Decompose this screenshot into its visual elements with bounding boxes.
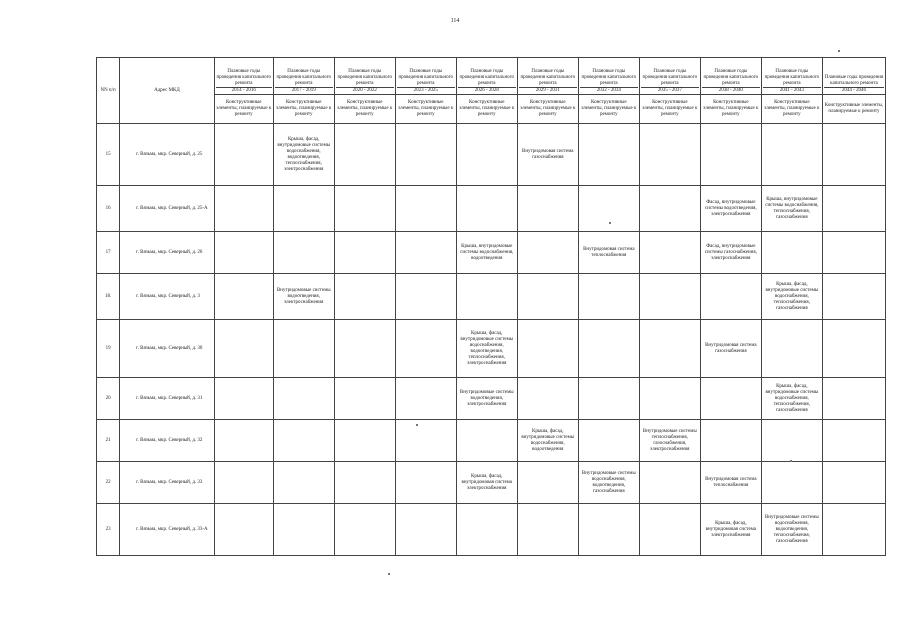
repair-elements-cell bbox=[761, 124, 822, 186]
repair-elements-cell bbox=[822, 320, 885, 378]
repair-elements-cell bbox=[517, 378, 578, 420]
repair-elements-cell bbox=[456, 274, 517, 320]
planned-years-label: Плановые годы проведения капитального ремонта bbox=[764, 69, 820, 86]
planned-years-label: Плановые годы проведения капитального ремонта bbox=[337, 69, 393, 86]
row-number: 17 bbox=[97, 232, 120, 274]
repair-elements-cell bbox=[395, 232, 456, 274]
planned-years-label: Плановые годы проведения капитального ремонта bbox=[398, 69, 454, 86]
repair-elements-cell bbox=[456, 186, 517, 232]
period-range: 2032 - 2034 bbox=[580, 87, 638, 94]
row-number: 22 bbox=[97, 462, 120, 504]
repair-elements-cell bbox=[517, 462, 578, 504]
repair-elements-cell bbox=[334, 462, 395, 504]
repair-elements-cell bbox=[578, 504, 639, 556]
repair-elements-cell bbox=[639, 274, 700, 320]
repair-elements-cell bbox=[214, 378, 273, 420]
repair-elements-cell: Крыша, внутридомовые системы водоснабжения, теплоснабжения, газоснабжения bbox=[761, 186, 822, 232]
header-period bbox=[456, 58, 517, 95]
row-number: 18. bbox=[97, 274, 120, 320]
repair-elements-cell bbox=[639, 462, 700, 504]
table-row bbox=[97, 378, 886, 420]
repair-elements-cell bbox=[456, 420, 517, 462]
planned-years-label: Плановые годы проведения капитального ремонта bbox=[703, 69, 759, 86]
period-range: 2017 - 2019 bbox=[275, 87, 333, 94]
repair-elements-cell bbox=[273, 186, 334, 232]
period-range: 2020 - 2022 bbox=[336, 87, 394, 94]
repair-elements-cell bbox=[334, 378, 395, 420]
header-elements: Конструктивные элементы, планируемые к ремонту bbox=[395, 95, 456, 124]
scan-speck bbox=[609, 222, 611, 224]
repair-elements-cell bbox=[395, 504, 456, 556]
header-period bbox=[214, 58, 273, 95]
row-number: 15 bbox=[97, 124, 120, 186]
repair-elements-cell bbox=[700, 378, 761, 420]
repair-elements-cell bbox=[214, 462, 273, 504]
repair-elements-cell: Фасад, внутридомовые системы водоотведения, электроснабжения bbox=[700, 186, 761, 232]
repair-elements-cell bbox=[273, 462, 334, 504]
repair-elements-cell bbox=[578, 420, 639, 462]
row-number: 19 bbox=[97, 320, 120, 378]
planned-years-label: Плановые годы проведения капитального ремонта bbox=[216, 69, 272, 86]
repair-elements-cell bbox=[822, 504, 885, 556]
table-row bbox=[97, 274, 886, 320]
repair-elements-cell: Внутридомовая система газоснабжения bbox=[517, 124, 578, 186]
table-row bbox=[97, 124, 886, 186]
planned-years-label: Плановые годы проведения капитального ремонта bbox=[276, 69, 332, 86]
repair-elements-cell bbox=[517, 186, 578, 232]
repair-elements-cell: Крыша, фасад, внутридомовые системы водоснабжения, водоотведения, теплоснабжения, электроснабжения bbox=[273, 124, 334, 186]
header-num: NN п/п bbox=[97, 58, 120, 124]
repair-elements-cell bbox=[822, 232, 885, 274]
row-number: 23 bbox=[97, 504, 120, 556]
repair-elements-cell bbox=[639, 124, 700, 186]
row-address: г. Вязьма, мкр. Северный, д. 33 bbox=[120, 462, 215, 504]
header-period bbox=[395, 58, 456, 95]
header-period bbox=[334, 58, 395, 95]
row-number: 16 bbox=[97, 186, 120, 232]
repair-elements-cell: Крыша, внутридомовые системы водоснабжения, водоотведения bbox=[456, 232, 517, 274]
repair-elements-cell bbox=[517, 274, 578, 320]
planned-years-label: Плановые годы проведения капитального ремонта bbox=[581, 69, 637, 86]
repair-elements-cell bbox=[700, 420, 761, 462]
repair-elements-cell bbox=[334, 274, 395, 320]
repair-elements-cell bbox=[822, 378, 885, 420]
repair-elements-cell bbox=[578, 378, 639, 420]
repair-elements-cell bbox=[334, 320, 395, 378]
scan-speck bbox=[838, 50, 840, 52]
row-address: г. Вязьма, мкр. Северный, д. 31 bbox=[120, 378, 215, 420]
row-number: 21 bbox=[97, 420, 120, 462]
header-elements: Конструктивные элементы, планируемые к ремонту bbox=[273, 95, 334, 124]
period-range: 2023 - 2025 bbox=[397, 87, 455, 94]
scan-speck bbox=[416, 424, 418, 426]
repair-elements-cell bbox=[214, 320, 273, 378]
repair-elements-cell bbox=[639, 232, 700, 274]
period-range: 2041 - 2043 bbox=[763, 87, 821, 94]
repair-elements-cell bbox=[273, 378, 334, 420]
repair-elements-cell: Внутридомовая система теплоснабжения bbox=[700, 462, 761, 504]
table-row bbox=[97, 232, 886, 274]
repair-schedule-table bbox=[96, 57, 886, 556]
period-range: 2014 - 2016 bbox=[216, 87, 272, 94]
repair-elements-cell: Внутридомовые системы водоснабжения, водоотведения, теплоснабжения, газоснабжения bbox=[761, 504, 822, 556]
repair-elements-cell bbox=[639, 320, 700, 378]
header-elements: Конструктивные элементы, планируемые к ремонту bbox=[517, 95, 578, 124]
repair-elements-cell bbox=[761, 462, 822, 504]
planned-years-label: Плановые годы проведения капитального ремонта bbox=[459, 69, 515, 86]
repair-elements-cell bbox=[334, 504, 395, 556]
planned-years-label: Плановые годы проведения капитального ремонта bbox=[824, 75, 884, 86]
repair-elements-cell: Крыша, фасад, внутридомовые системы водоснабжения, теплоснабжения, газоснабжения bbox=[761, 274, 822, 320]
repair-elements-cell: Фасад, внутридомовые системы газоснабжения, электроснабжения bbox=[700, 232, 761, 274]
repair-elements-cell bbox=[395, 420, 456, 462]
repair-elements-cell bbox=[578, 320, 639, 378]
repair-elements-cell bbox=[639, 378, 700, 420]
row-number: 20 bbox=[97, 378, 120, 420]
header-period bbox=[273, 58, 334, 95]
repair-elements-cell bbox=[822, 124, 885, 186]
repair-elements-cell bbox=[395, 124, 456, 186]
header-elements: Конструктивные элементы, планируемые к ремонту bbox=[578, 95, 639, 124]
header-elements: Конструктивные элементы, планируемые к ремонту bbox=[334, 95, 395, 124]
repair-elements-cell bbox=[578, 124, 639, 186]
header-period bbox=[639, 58, 700, 95]
header-period bbox=[761, 58, 822, 95]
repair-elements-cell bbox=[273, 504, 334, 556]
table-row bbox=[97, 320, 886, 378]
repair-elements-cell: Внутридомовые системы водоотведения, электроснабжения bbox=[456, 378, 517, 420]
repair-elements-cell bbox=[517, 504, 578, 556]
repair-elements-cell bbox=[395, 462, 456, 504]
row-address: г. Вязьма, мкр. Северный, д. 26 bbox=[120, 232, 215, 274]
planned-years-label: Плановые годы проведения капитального ремонта bbox=[520, 69, 576, 86]
scan-speck bbox=[790, 460, 792, 462]
repair-elements-cell bbox=[214, 504, 273, 556]
table-row bbox=[97, 186, 886, 232]
repair-elements-cell: Крыша, фасад, внутридомовая система электроснабжения bbox=[456, 462, 517, 504]
repair-elements-cell bbox=[578, 274, 639, 320]
repair-elements-cell bbox=[395, 274, 456, 320]
repair-elements-cell: Внутридомовые системы теплоснабжения, газоснабжения, электроснабжения bbox=[639, 420, 700, 462]
row-address: г. Вязьма, мкр. Северный, д. 32 bbox=[120, 420, 215, 462]
repair-elements-cell bbox=[761, 232, 822, 274]
table-row bbox=[97, 462, 886, 504]
repair-elements-cell bbox=[334, 124, 395, 186]
repair-elements-cell bbox=[700, 124, 761, 186]
repair-elements-cell: Внутридомовая система теплоснабжения bbox=[578, 232, 639, 274]
repair-elements-cell bbox=[395, 378, 456, 420]
repair-elements-cell bbox=[822, 186, 885, 232]
repair-elements-cell bbox=[761, 420, 822, 462]
repair-elements-cell: Внутридомовые системы водоотведения, электроснабжения bbox=[273, 274, 334, 320]
repair-elements-cell bbox=[334, 420, 395, 462]
repair-elements-cell bbox=[456, 124, 517, 186]
row-address: г. Вязьма, мкр. Северный, д. 33-А bbox=[120, 504, 215, 556]
repair-elements-cell bbox=[761, 320, 822, 378]
repair-elements-cell bbox=[334, 232, 395, 274]
repair-elements-cell bbox=[578, 186, 639, 232]
repair-elements-cell: Крыша, фасад, внутридомовая система электроснабжения bbox=[700, 504, 761, 556]
repair-elements-cell: Крыша, фасад, внутридомовые системы водоснабжения, теплоснабжения, газоснабжения bbox=[761, 378, 822, 420]
row-address: г. Вязьма, мкр. Северный, д. 25 bbox=[120, 124, 215, 186]
repair-elements-cell bbox=[273, 420, 334, 462]
repair-elements-cell bbox=[639, 504, 700, 556]
repair-elements-cell bbox=[517, 320, 578, 378]
header-period bbox=[700, 58, 761, 95]
repair-elements-cell bbox=[273, 232, 334, 274]
repair-elements-cell bbox=[214, 186, 273, 232]
header-elements: Конструктивные элементы, планируемые к ремонту bbox=[214, 95, 273, 124]
repair-elements-cell: Крыша, фасад, внутридомовые системы водоснабжения, водоотведения bbox=[517, 420, 578, 462]
repair-elements-cell bbox=[822, 274, 885, 320]
header-elements: Конструктивные элементы, планируемые к ремонту bbox=[456, 95, 517, 124]
table-row bbox=[97, 420, 886, 462]
repair-elements-cell bbox=[334, 186, 395, 232]
header-period bbox=[578, 58, 639, 95]
repair-elements-cell bbox=[395, 320, 456, 378]
header-address: Адрес МКД bbox=[120, 58, 215, 124]
repair-elements-cell bbox=[639, 186, 700, 232]
repair-elements-cell: Крыша, фасад, внутридомовые системы водоснабжения, водоотведения, теплоснабжения, электроснабжения bbox=[456, 320, 517, 378]
period-range: 2044 - 2046 bbox=[824, 87, 884, 94]
table-row bbox=[97, 504, 886, 556]
repair-elements-cell bbox=[214, 124, 273, 186]
header-period bbox=[822, 58, 885, 95]
row-address: г. Вязьма, мкр. Северный, д. 25-А bbox=[120, 186, 215, 232]
repair-elements-cell bbox=[700, 274, 761, 320]
header-elements: Конструктивные элементы, планируемые к ремонту bbox=[761, 95, 822, 124]
header-period bbox=[517, 58, 578, 95]
page-number: 114 bbox=[450, 18, 460, 24]
repair-elements-cell bbox=[273, 320, 334, 378]
row-address: г. Вязьма, мкр. Северный, д. 3 bbox=[120, 274, 215, 320]
repair-elements-cell bbox=[456, 504, 517, 556]
period-range: 2029 - 2031 bbox=[519, 87, 577, 94]
repair-elements-cell bbox=[214, 420, 273, 462]
period-range: 2035 - 2037 bbox=[641, 87, 699, 94]
repair-elements-cell bbox=[395, 186, 456, 232]
planned-years-label: Плановые годы проведения капитального ремонта bbox=[642, 69, 698, 86]
header-elements: Конструктивные элементы, планируемые к ремонту bbox=[700, 95, 761, 124]
period-range: 2038 - 2040 bbox=[702, 87, 760, 94]
header-elements: Конструктивные элементы, планируемые к ремонту bbox=[639, 95, 700, 124]
header-elements: Конструктивные элементы, планируемые к ремонту bbox=[822, 95, 885, 124]
repair-elements-cell: Внутридомовые системы водоснабжения, водоотведения, газоснабжения bbox=[578, 462, 639, 504]
period-range: 2026 - 2028 bbox=[458, 87, 516, 94]
repair-elements-cell bbox=[214, 274, 273, 320]
repair-elements-cell: Внутридомовая система газоснабжения bbox=[700, 320, 761, 378]
scan-speck bbox=[388, 573, 390, 575]
repair-elements-cell bbox=[822, 420, 885, 462]
repair-elements-cell bbox=[214, 232, 273, 274]
row-address: г. Вязьма, мкр. Северный, д. 30 bbox=[120, 320, 215, 378]
repair-elements-cell bbox=[517, 232, 578, 274]
repair-elements-cell bbox=[822, 462, 885, 504]
